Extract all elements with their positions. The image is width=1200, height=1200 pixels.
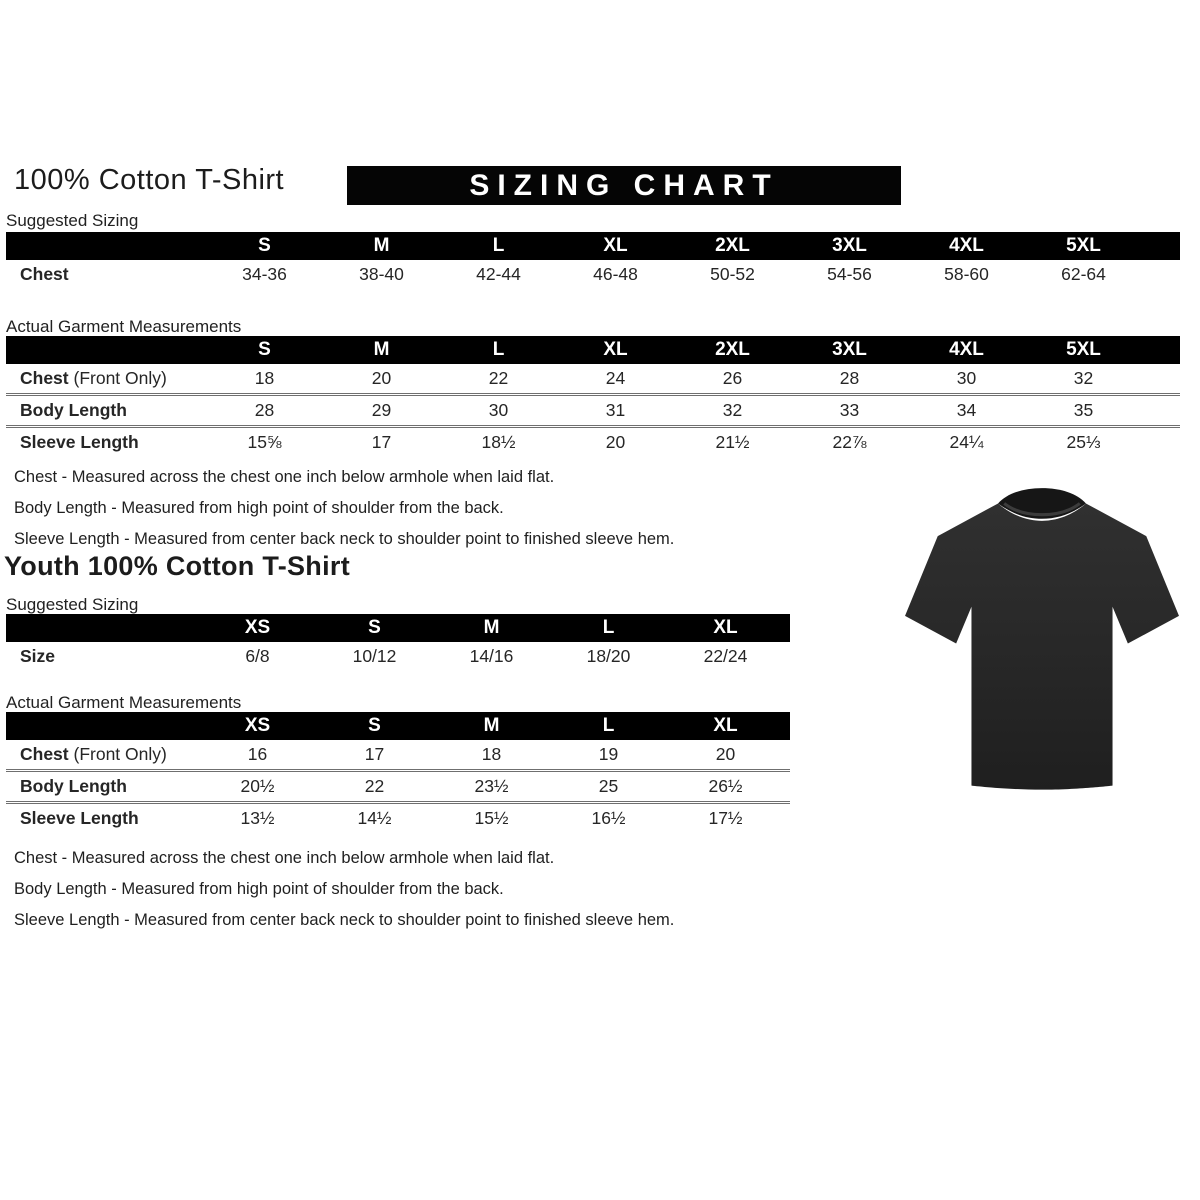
size-column-header: S <box>258 235 271 256</box>
header-spacer <box>6 336 206 364</box>
row-label-text: Sleeve Length <box>20 432 139 452</box>
row-label-text: Chest <box>20 368 69 388</box>
measurement-cell: 14/16 <box>469 646 514 666</box>
measurement-cell: 26½ <box>708 776 743 796</box>
measurement-cell: 20 <box>371 368 392 388</box>
measurement-cell: 33 <box>839 400 860 420</box>
measurement-cell: 16½ <box>591 808 626 828</box>
note-line: Chest - Measured across the chest one inch below armhole when laid flat. <box>14 468 555 486</box>
table-row <box>6 801 790 833</box>
row-label-text: Body Length <box>20 400 127 420</box>
table-row <box>6 425 1180 457</box>
measurement-cell: 29 <box>371 400 392 420</box>
size-column-header: 2XL <box>715 339 750 360</box>
table-header-row <box>6 712 790 740</box>
row-label <box>6 772 199 801</box>
row-label <box>6 740 199 769</box>
youth-suggested-sizing-table <box>6 614 790 671</box>
note-line: Sleeve Length - Measured from center back neck to shoulder point to finished sleeve hem. <box>14 530 675 548</box>
table-row <box>6 393 1180 425</box>
size-column-header: M <box>373 339 390 360</box>
size-column-header: L <box>492 339 505 360</box>
measurement-cell: 18/20 <box>586 646 631 666</box>
tshirt-image <box>898 483 1186 805</box>
size-column-header: XL <box>603 339 628 360</box>
size-column-header: M <box>483 715 500 736</box>
table-row <box>6 769 790 801</box>
header-spacer <box>6 232 206 260</box>
measurement-cell: 30 <box>488 400 509 420</box>
row-label-text: Size <box>20 646 56 666</box>
measurement-cell: 21½ <box>715 432 750 452</box>
header-spacer <box>6 614 199 642</box>
measurement-cell: 62-64 <box>1061 264 1106 284</box>
table-header-row <box>6 336 1180 364</box>
size-column-header: M <box>373 235 390 256</box>
row-label-text: Chest <box>20 744 69 764</box>
size-column-header: S <box>258 339 271 360</box>
measurement-cell: 19 <box>598 744 619 764</box>
table-row <box>6 740 790 769</box>
row-label <box>6 428 206 457</box>
measurement-cell: 25 <box>598 776 619 796</box>
note-line: Sleeve Length - Measured from center back neck to shoulder point to finished sleeve hem. <box>14 911 675 929</box>
youth-suggested-sizing-label: Suggested Sizing <box>6 595 139 614</box>
measurement-cell: 6/8 <box>245 646 270 666</box>
size-column-header: XS <box>244 617 271 638</box>
page-title: 100% Cotton T-Shirt <box>14 164 285 196</box>
black-tshirt-graphic <box>898 483 1186 805</box>
measurement-cell: 17 <box>371 432 392 452</box>
measurement-cell: 26 <box>722 368 743 388</box>
adult-suggested-sizing-label: Suggested Sizing <box>6 211 139 230</box>
measurement-cell: 24¼ <box>949 432 984 452</box>
measurement-cell: 18 <box>254 368 275 388</box>
youth-section-title: Youth 100% Cotton T-Shirt <box>4 551 350 581</box>
row-label <box>6 364 206 393</box>
measurement-cell: 28 <box>254 400 275 420</box>
measurement-cell: 24 <box>605 368 626 388</box>
measurement-cell: 13½ <box>240 808 275 828</box>
size-column-header: XL <box>603 235 628 256</box>
measurement-cell: 22 <box>488 368 509 388</box>
measurement-cell: 15⅝ <box>247 432 282 452</box>
measurement-cell: 32 <box>1073 368 1094 388</box>
measurement-cell: 42-44 <box>476 264 521 284</box>
size-column-header: L <box>602 617 615 638</box>
measurement-cell: 17 <box>364 744 385 764</box>
measurement-cell: 15½ <box>474 808 509 828</box>
measurement-cell: 18 <box>481 744 502 764</box>
measurement-cell: 34 <box>956 400 977 420</box>
row-label <box>6 260 206 289</box>
table-header-row <box>6 232 1180 260</box>
measurement-cell: 20½ <box>240 776 275 796</box>
size-column-header: 4XL <box>949 339 984 360</box>
measurement-cell: 28 <box>839 368 860 388</box>
measurement-cell: 30 <box>956 368 977 388</box>
measurement-cell: 22/24 <box>703 646 748 666</box>
measurement-cell: 17½ <box>708 808 743 828</box>
measurement-cell: 16 <box>247 744 268 764</box>
size-column-header: XL <box>713 617 738 638</box>
table-row <box>6 364 1180 393</box>
youth-actual-measurements-label: Actual Garment Measurements <box>6 693 242 712</box>
size-column-header: 2XL <box>715 235 750 256</box>
header-spacer <box>6 712 199 740</box>
adult-actual-measurements-label: Actual Garment Measurements <box>6 317 242 336</box>
size-column-header: M <box>483 617 500 638</box>
adult-actual-measurements-table <box>6 336 1180 457</box>
note-line: Chest - Measured across the chest one inch below armhole when laid flat. <box>14 849 555 867</box>
note-line: Body Length - Measured from high point of shoulder from the back. <box>14 499 504 517</box>
measurement-cell: 25⅓ <box>1066 432 1101 452</box>
row-label-text: Chest <box>20 264 69 284</box>
size-column-header: 5XL <box>1066 235 1101 256</box>
size-column-header: L <box>602 715 615 736</box>
row-label <box>6 642 199 671</box>
measurement-cell: 54-56 <box>827 264 872 284</box>
measurement-cell: 22 <box>364 776 385 796</box>
measurement-cell: 32 <box>722 400 743 420</box>
measurement-cell: 20 <box>715 744 736 764</box>
measurement-cell: 50-52 <box>710 264 755 284</box>
table-row <box>6 642 790 671</box>
row-label-note: (Front Only) <box>68 368 167 388</box>
table-header-row <box>6 614 790 642</box>
sizing-chart-banner: SIZING CHART <box>347 166 901 205</box>
size-column-header: L <box>492 235 505 256</box>
youth-measurement-notes <box>14 843 674 936</box>
row-label-text: Body Length <box>20 776 127 796</box>
note-line: Body Length - Measured from high point of shoulder from the back. <box>14 880 504 898</box>
size-column-header: 3XL <box>832 235 867 256</box>
measurement-cell: 23½ <box>474 776 509 796</box>
size-column-header: S <box>368 617 381 638</box>
row-label-text: Sleeve Length <box>20 808 139 828</box>
row-label <box>6 804 199 833</box>
measurement-cell: 10/12 <box>352 646 397 666</box>
youth-actual-measurements-table <box>6 712 790 833</box>
measurement-cell: 14½ <box>357 808 392 828</box>
measurement-cell: 38-40 <box>359 264 404 284</box>
size-column-header: XS <box>244 715 271 736</box>
measurement-cell: 34-36 <box>242 264 287 284</box>
size-column-header: 5XL <box>1066 339 1101 360</box>
measurement-cell: 18½ <box>481 432 516 452</box>
measurement-cell: 46-48 <box>593 264 638 284</box>
measurement-cell: 31 <box>605 400 626 420</box>
size-column-header: XL <box>713 715 738 736</box>
measurement-cell: 58-60 <box>944 264 989 284</box>
size-column-header: S <box>368 715 381 736</box>
measurement-cell: 20 <box>605 432 626 452</box>
adult-suggested-sizing-table <box>6 232 1180 289</box>
measurement-cell: 22⅞ <box>832 432 867 452</box>
size-column-header: 4XL <box>949 235 984 256</box>
row-label-note: (Front Only) <box>68 744 167 764</box>
measurement-cell: 35 <box>1073 400 1094 420</box>
size-column-header: 3XL <box>832 339 867 360</box>
table-row <box>6 260 1180 289</box>
row-label <box>6 396 206 425</box>
adult-measurement-notes <box>14 462 674 555</box>
